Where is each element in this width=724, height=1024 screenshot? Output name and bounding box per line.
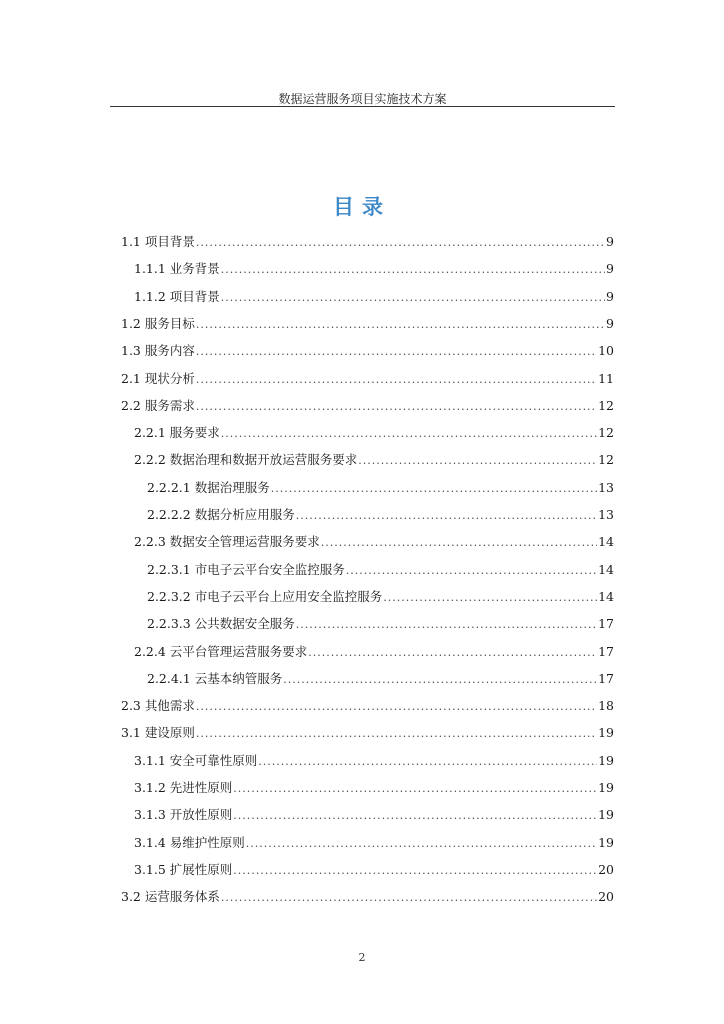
toc-leader-dots <box>221 287 605 309</box>
toc-entry-page: 20 <box>598 889 614 905</box>
toc-entry-page: 19 <box>598 752 614 768</box>
toc-leader-dots <box>196 396 597 418</box>
toc-leader-dots <box>221 423 597 445</box>
toc-entry[interactable] <box>134 750 614 772</box>
toc-entry-label: 3.1.3 开放性原则 <box>134 807 233 823</box>
toc-entry[interactable] <box>147 586 614 608</box>
toc-entry-label: 2.1 现状分析 <box>121 370 195 386</box>
toc-leader-dots <box>358 450 597 472</box>
toc-leader-dots <box>233 778 597 800</box>
toc-entry-label: 1.2 服务目标 <box>121 315 195 331</box>
toc-entry-label: 1.3 服务内容 <box>121 343 195 359</box>
toc-entry-page: 9 <box>606 261 614 277</box>
toc-entry-label: 2.3 其他需求 <box>121 698 195 714</box>
toc-entry-page: 12 <box>598 397 614 413</box>
toc-leader-dots <box>196 369 597 391</box>
toc-entry[interactable] <box>134 859 614 881</box>
toc-leader-dots <box>196 723 597 745</box>
toc-entry-page: 19 <box>598 807 614 823</box>
toc-leader-dots <box>383 587 597 609</box>
toc-leader-dots <box>283 669 597 691</box>
toc-entry[interactable] <box>121 313 614 335</box>
toc-entry-label: 2.2.2 数据治理和数据开放运营服务要求 <box>134 452 358 468</box>
toc-entry[interactable] <box>121 886 614 908</box>
toc-entry-label: 2.2 服务需求 <box>121 397 195 413</box>
toc-entry-page: 18 <box>598 698 614 714</box>
toc-entry[interactable] <box>134 449 614 471</box>
toc-leader-dots <box>233 805 597 827</box>
toc-entry-label: 2.2.1 服务要求 <box>134 425 220 441</box>
toc-leader-dots <box>196 314 605 336</box>
toc-entry[interactable] <box>121 722 614 744</box>
page-header-title: 数据运营服务项目实施技术方案 <box>278 92 447 106</box>
toc-entry[interactable] <box>134 286 614 308</box>
toc-entry[interactable] <box>147 613 614 635</box>
toc-leader-dots <box>346 560 597 582</box>
toc-entry-page: 12 <box>598 452 614 468</box>
toc-entry[interactable] <box>121 368 614 390</box>
toc-entry[interactable] <box>134 258 614 280</box>
toc-entry-label: 3.2 运营服务体系 <box>121 889 220 905</box>
header-divider <box>110 106 615 107</box>
toc-leader-dots <box>321 532 597 554</box>
toc-entry-page: 14 <box>598 561 614 577</box>
toc-entry-label: 2.2.3.2 市电子云平台上应用安全监控服务 <box>147 588 383 604</box>
toc-entry-label: 2.2.2.2 数据分析应用服务 <box>147 507 295 522</box>
toc-entry[interactable] <box>121 395 614 417</box>
toc-leader-dots <box>196 696 597 718</box>
toc-entry-page: 9 <box>606 288 614 304</box>
toc-entry[interactable] <box>147 668 614 690</box>
toc-entry-label: 3.1 建设原则 <box>121 725 195 741</box>
toc-entry-page: 10 <box>598 343 614 359</box>
toc-leader-dots <box>196 232 605 254</box>
toc-entry-page: 14 <box>598 588 614 604</box>
toc-entry-page: 13 <box>598 507 614 522</box>
toc-entry[interactable] <box>147 477 614 499</box>
toc-entry-page: 20 <box>598 861 614 877</box>
toc-heading: 目录 <box>333 195 391 219</box>
toc-entry[interactable] <box>147 504 614 526</box>
toc-leader-dots <box>196 341 597 363</box>
toc-entry-page: 17 <box>598 616 614 632</box>
toc-entry-page: 9 <box>606 234 614 249</box>
toc-entry-label: 3.1.5 扩展性原则 <box>134 861 233 877</box>
toc-entry-label: 1.1.1 业务背景 <box>134 261 220 277</box>
toc-entry-label: 2.2.3.3 公共数据安全服务 <box>147 616 295 632</box>
toc-entry-label: 2.2.3 数据安全管理运营服务要求 <box>134 534 320 550</box>
page-number: 2 <box>358 951 366 964</box>
toc-leader-dots <box>221 887 597 909</box>
toc-entry-page: 17 <box>598 670 614 686</box>
toc-entry-page: 11 <box>598 370 614 386</box>
toc-entry-page: 14 <box>598 534 614 550</box>
toc-entry[interactable] <box>121 695 614 717</box>
toc-entry-label: 3.1.4 易维护性原则 <box>134 834 245 850</box>
toc-entry[interactable] <box>121 231 614 253</box>
toc-entry[interactable] <box>134 422 614 444</box>
toc-entry-label: 2.2.4.1 云基本纳管服务 <box>147 670 283 686</box>
toc-entry[interactable] <box>134 641 614 663</box>
toc-leader-dots <box>271 478 597 500</box>
toc-leader-dots <box>308 642 597 664</box>
toc-entry-label: 2.2.4 云平台管理运营服务要求 <box>134 643 308 659</box>
toc-leader-dots <box>246 833 597 855</box>
toc-entry-page: 19 <box>598 725 614 741</box>
toc-entry-label: 3.1.2 先进性原则 <box>134 780 233 795</box>
toc-entry-label: 2.2.3.1 市电子云平台安全监控服务 <box>147 561 345 577</box>
toc-entry-label: 1.1 项目背景 <box>121 234 195 249</box>
toc-entry-label: 3.1.1 安全可靠性原则 <box>134 752 258 768</box>
toc-leader-dots <box>258 751 597 773</box>
toc-leader-dots <box>221 259 605 281</box>
toc-entry-label: 1.1.2 项目背景 <box>134 288 220 304</box>
toc-entry-page: 17 <box>598 643 614 659</box>
toc-entry[interactable] <box>134 832 614 854</box>
toc-entry-page: 19 <box>598 834 614 850</box>
toc-entry[interactable] <box>134 777 614 799</box>
toc-leader-dots <box>296 505 597 527</box>
toc-entry[interactable] <box>134 804 614 826</box>
toc-entry[interactable] <box>134 531 614 553</box>
toc-entry-page: 19 <box>598 780 614 795</box>
toc-entry[interactable] <box>121 340 614 362</box>
toc-leader-dots <box>296 614 597 636</box>
toc-entry-page: 9 <box>606 315 614 331</box>
toc-leader-dots <box>233 860 597 882</box>
toc-entry[interactable] <box>147 559 614 581</box>
toc-entry-page: 13 <box>598 479 614 495</box>
toc-entry-page: 12 <box>598 425 614 441</box>
toc-entry-label: 2.2.2.1 数据治理服务 <box>147 479 270 495</box>
